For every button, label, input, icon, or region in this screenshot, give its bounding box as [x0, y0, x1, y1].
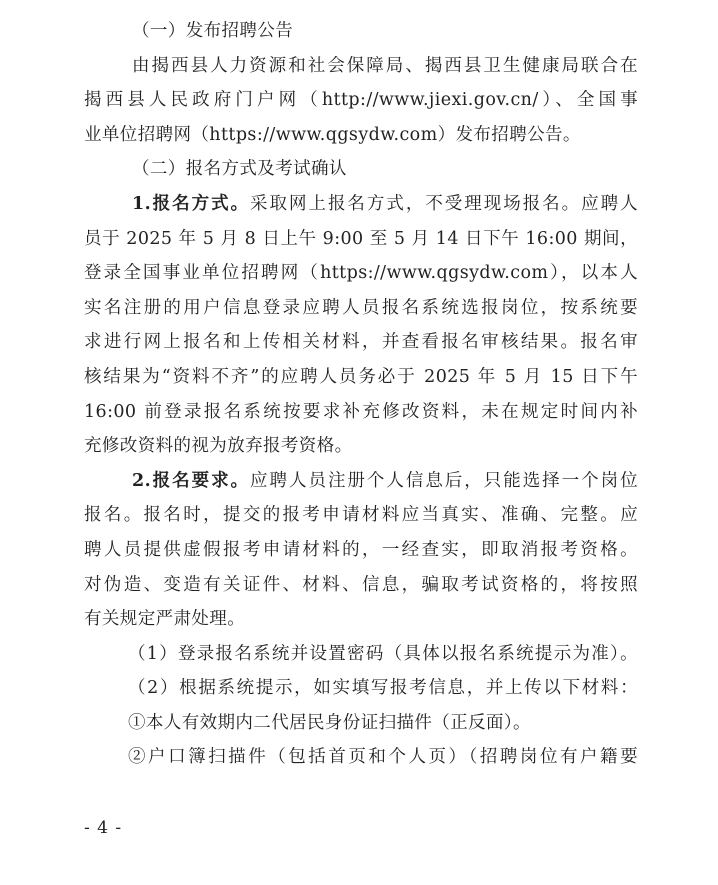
text-line — [84, 291, 638, 326]
line-text: 应聘人员注册个人信息后，只能选择一个岗位 — [250, 470, 638, 491]
text-line — [84, 222, 638, 257]
text-line — [84, 637, 638, 672]
line-text: 登录全国事业单位招聘网（https://www.qgsydw.com），以本人 — [84, 263, 638, 284]
page-number: - 4 - — [84, 818, 123, 838]
line-text: （1）登录报名系统并设置密码（具体以报名系统提示为准）。 — [128, 643, 638, 664]
line-text: ①本人有效期内二代居民身份证扫描件（正反面）。 — [128, 712, 531, 733]
text-line — [84, 533, 638, 568]
line-text: 对伪造、变造有关证件、材料、信息，骗取考试资格的，将按照 — [84, 574, 638, 595]
text-line — [84, 152, 638, 187]
text-line — [84, 602, 638, 637]
text-line — [84, 360, 638, 395]
text-line — [84, 395, 638, 430]
line-text: （2）根据系统提示，如实填写报考信息，并上传以下材料： — [128, 678, 638, 699]
line-text: 充修改资料的视为放弃报考资格。 — [84, 436, 353, 457]
line-text: 采取网上报名方式，不受理现场报名。应聘人 — [250, 193, 638, 214]
line-text: （二）报名方式及考试确认 — [132, 159, 347, 180]
text-line — [84, 740, 638, 775]
text-line — [84, 706, 638, 741]
line-text: （一）发布招聘公告 — [132, 21, 294, 41]
text-line — [84, 568, 638, 603]
text-line — [84, 187, 638, 222]
line-text: 聘人员提供虚假报考申请材料的，一经查实，即取消报考资格。 — [84, 539, 638, 560]
section-lead: 2.报名要求。 — [132, 470, 251, 491]
text-line — [84, 671, 638, 706]
text-line — [84, 118, 638, 153]
text-line — [84, 325, 638, 360]
line-text: ②户口簿扫描件（包括首页和个人页）（招聘岗位有户籍要 — [128, 747, 638, 768]
line-text: 核结果为“资料不齐”的应聘人员务必于 2025 年 5 月 15 日下午 — [84, 366, 638, 387]
line-text: 实名注册的用户信息登录应聘人员报名系统选报岗位，按系统要 — [84, 297, 638, 318]
line-text: 报名。报名时，提交的报考申请材料应当真实、准确、完整。应 — [84, 505, 638, 526]
line-text: 16:00 前登录报名系统按要求补充修改资料，未在规定时间内补 — [84, 401, 638, 422]
text-line — [84, 498, 638, 533]
line-text: 求进行网上报名和上传相关材料，并查看报名审核结果。报名审 — [84, 332, 638, 353]
text-line — [84, 49, 638, 84]
text-line — [84, 256, 638, 291]
line-text: 员于 2025 年 5 月 8 日上午 9:00 至 5 月 14 日下午 16:00 期间， — [84, 228, 638, 249]
line-text: 业单位招聘网（https://www.qgsydw.com）发布招聘公告。 — [84, 124, 581, 145]
text-line — [84, 464, 638, 499]
text-line — [84, 83, 638, 118]
body-text — [84, 14, 638, 775]
line-text: 由揭西县人力资源和社会保障局、揭西县卫生健康局联合在 — [132, 55, 638, 76]
line-text: 有关规定严肃处理。 — [84, 609, 246, 630]
section-lead: 1.报名方式。 — [132, 193, 251, 214]
text-line — [84, 429, 638, 464]
text-line — [84, 14, 638, 49]
line-text: 揭西县人民政府门户网（http://www.jiexi.gov.cn/）、全国事 — [84, 90, 638, 111]
